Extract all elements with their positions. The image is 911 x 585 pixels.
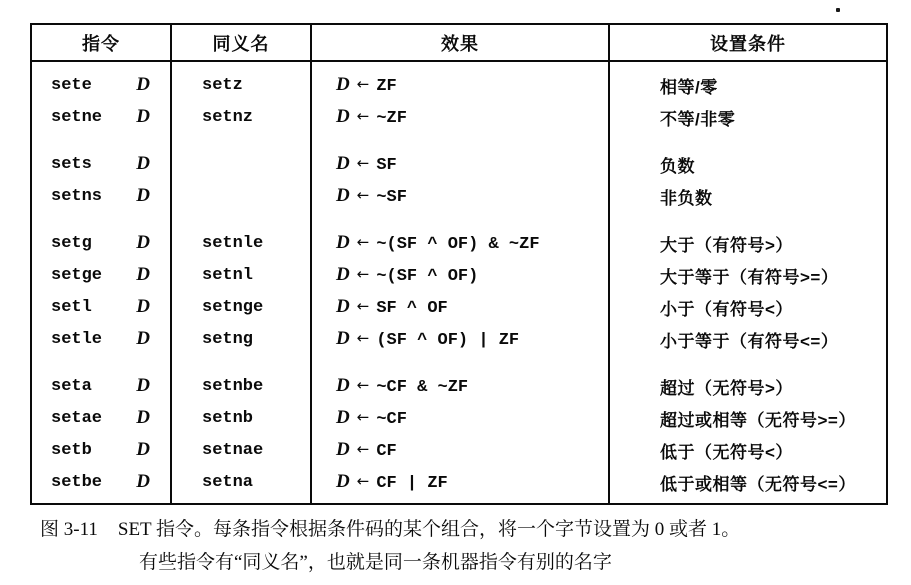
left-arrow-icon: ← bbox=[356, 154, 370, 172]
instruction-operand: D bbox=[136, 185, 150, 206]
instruction-cell bbox=[31, 148, 171, 180]
instruction-cell bbox=[31, 69, 171, 101]
effect-cell bbox=[311, 180, 609, 212]
synonym-cell bbox=[171, 69, 311, 101]
synonym-mnemonic: setz bbox=[202, 75, 243, 95]
synonym-mnemonic: setnz bbox=[202, 107, 254, 127]
effect-destination: D bbox=[336, 296, 350, 317]
figure-caption bbox=[40, 517, 880, 576]
group-spacer-row bbox=[31, 212, 887, 227]
table-row bbox=[31, 101, 887, 133]
effect-cell bbox=[311, 370, 609, 402]
effect-expression: (SF ^ OF) | ZF bbox=[376, 331, 520, 350]
condition-cell bbox=[609, 259, 887, 291]
left-arrow-icon: ← bbox=[356, 297, 370, 315]
instruction-mnemonic: setl bbox=[51, 297, 92, 317]
instruction-mnemonic: setns bbox=[51, 186, 103, 206]
condition-text: 相等/零 bbox=[660, 77, 718, 97]
effect-expression: CF | ZF bbox=[376, 474, 448, 493]
instruction-operand: D bbox=[136, 74, 150, 95]
instruction-mnemonic: sete bbox=[51, 75, 92, 95]
instruction-operand: D bbox=[136, 153, 150, 174]
effect-expression: ~(SF ^ OF) & ~ZF bbox=[376, 235, 540, 254]
condition-text: 低于或相等（无符号<=） bbox=[660, 474, 856, 494]
effect-destination: D bbox=[336, 153, 350, 174]
left-arrow-icon: ← bbox=[356, 472, 370, 490]
effect-cell bbox=[311, 402, 609, 434]
instruction-cell bbox=[31, 466, 171, 498]
effect-cell bbox=[311, 148, 609, 180]
synonym-cell bbox=[171, 180, 311, 212]
group-spacer-row bbox=[31, 133, 887, 148]
synonym-mnemonic: setnbe bbox=[202, 376, 264, 396]
left-arrow-icon: ← bbox=[356, 376, 370, 394]
effect-expression: ~SF bbox=[376, 188, 407, 207]
condition-cell bbox=[609, 291, 887, 323]
synonym-cell bbox=[171, 434, 311, 466]
instruction-operand: D bbox=[136, 328, 150, 349]
condition-text: 超过或相等（无符号>=） bbox=[660, 410, 856, 430]
condition-cell bbox=[609, 148, 887, 180]
instruction-cell bbox=[31, 180, 171, 212]
synonym-cell bbox=[171, 402, 311, 434]
left-arrow-icon: ← bbox=[356, 75, 370, 93]
condition-cell bbox=[609, 101, 887, 133]
instruction-cell bbox=[31, 434, 171, 466]
effect-expression: SF ^ OF bbox=[376, 299, 448, 318]
instruction-mnemonic: setb bbox=[51, 440, 92, 460]
effect-destination: D bbox=[336, 328, 350, 349]
group-spacer-row bbox=[31, 498, 887, 504]
instruction-mnemonic: setne bbox=[51, 107, 103, 127]
instruction-mnemonic: setae bbox=[51, 408, 103, 428]
condition-text: 小于（有符号<） bbox=[660, 299, 793, 319]
condition-text: 非负数 bbox=[660, 188, 713, 208]
synonym-mnemonic: setnle bbox=[202, 233, 264, 253]
effect-cell bbox=[311, 227, 609, 259]
caption-line-1 bbox=[40, 517, 880, 543]
effect-expression: ~(SF ^ OF) bbox=[376, 267, 479, 286]
instruction-operand: D bbox=[136, 439, 150, 460]
synonym-mnemonic: setna bbox=[202, 472, 254, 492]
left-arrow-icon: ← bbox=[356, 408, 370, 426]
instruction-operand: D bbox=[136, 375, 150, 396]
effect-destination: D bbox=[336, 74, 350, 95]
left-arrow-icon: ← bbox=[356, 186, 370, 204]
condition-cell bbox=[609, 323, 887, 355]
group-spacer-row bbox=[31, 61, 887, 69]
group-spacer-row bbox=[31, 355, 887, 370]
synonym-cell bbox=[171, 370, 311, 402]
effect-cell bbox=[311, 101, 609, 133]
condition-text: 小于等于（有符号<=） bbox=[660, 331, 839, 351]
instruction-mnemonic: setge bbox=[51, 265, 103, 285]
col-header-condition: 设置条件 bbox=[609, 24, 887, 61]
table-row bbox=[31, 227, 887, 259]
table-row bbox=[31, 180, 887, 212]
instruction-mnemonic: setle bbox=[51, 329, 103, 349]
table-row bbox=[31, 259, 887, 291]
synonym-cell bbox=[171, 323, 311, 355]
effect-destination: D bbox=[336, 232, 350, 253]
instruction-cell bbox=[31, 259, 171, 291]
synonym-cell bbox=[171, 466, 311, 498]
col-header-effect: 效果 bbox=[311, 24, 609, 61]
instruction-operand: D bbox=[136, 471, 150, 492]
effect-expression: ~CF bbox=[376, 410, 407, 429]
instruction-cell bbox=[31, 370, 171, 402]
instruction-cell bbox=[31, 101, 171, 133]
table-row bbox=[31, 323, 887, 355]
col-header-instruction: 指令 bbox=[31, 24, 171, 61]
effect-destination: D bbox=[336, 407, 350, 428]
table-row bbox=[31, 370, 887, 402]
table-row bbox=[31, 291, 887, 323]
condition-text: 低于（无符号<） bbox=[660, 442, 793, 462]
synonym-mnemonic: setnb bbox=[202, 408, 254, 428]
condition-text: 超过（无符号>） bbox=[660, 378, 793, 398]
table-row bbox=[31, 402, 887, 434]
condition-text: 不等/非零 bbox=[660, 109, 736, 129]
synonym-cell bbox=[171, 291, 311, 323]
condition-text: 大于等于（有符号>=） bbox=[660, 267, 839, 287]
condition-cell bbox=[609, 69, 887, 101]
caption-text-line2: 有些指令有“同义名”，也就是同一条机器指令有别的名字 bbox=[139, 552, 612, 573]
col-header-synonym: 同义名 bbox=[171, 24, 311, 61]
effect-destination: D bbox=[336, 439, 350, 460]
table-row bbox=[31, 434, 887, 466]
figure-number: 图 3-11 bbox=[40, 519, 98, 540]
effect-destination: D bbox=[336, 264, 350, 285]
instruction-mnemonic: sets bbox=[51, 154, 92, 174]
synonym-mnemonic: setnae bbox=[202, 440, 264, 460]
instruction-operand: D bbox=[136, 407, 150, 428]
effect-cell bbox=[311, 291, 609, 323]
synonym-mnemonic: setnl bbox=[202, 265, 254, 285]
effect-destination: D bbox=[336, 185, 350, 206]
instruction-cell bbox=[31, 323, 171, 355]
condition-cell bbox=[609, 402, 887, 434]
left-arrow-icon: ← bbox=[356, 440, 370, 458]
effect-expression: SF bbox=[376, 156, 397, 175]
effect-destination: D bbox=[336, 106, 350, 127]
instruction-cell bbox=[31, 291, 171, 323]
instruction-operand: D bbox=[136, 296, 150, 317]
effect-expression: ZF bbox=[376, 77, 397, 96]
table-row bbox=[31, 69, 887, 101]
table-row bbox=[31, 148, 887, 180]
instruction-mnemonic: setg bbox=[51, 233, 92, 253]
effect-destination: D bbox=[336, 471, 350, 492]
synonym-cell bbox=[171, 148, 311, 180]
effect-cell bbox=[311, 259, 609, 291]
instruction-cell bbox=[31, 227, 171, 259]
instruction-mnemonic: seta bbox=[51, 376, 92, 396]
instruction-operand: D bbox=[136, 232, 150, 253]
effect-cell bbox=[311, 466, 609, 498]
synonym-mnemonic: setnge bbox=[202, 297, 264, 317]
condition-cell bbox=[609, 227, 887, 259]
condition-cell bbox=[609, 180, 887, 212]
left-arrow-icon: ← bbox=[356, 107, 370, 125]
set-instructions-table bbox=[30, 23, 888, 505]
table-header-row bbox=[31, 24, 887, 61]
effect-expression: CF bbox=[376, 442, 397, 461]
effect-cell bbox=[311, 434, 609, 466]
caption-text-line1: SET 指令。每条指令根据条件码的某个组合，将一个字节设置为 0 或者 1。 bbox=[117, 519, 741, 540]
effect-expression: ~CF & ~ZF bbox=[376, 378, 469, 397]
effect-cell bbox=[311, 69, 609, 101]
instruction-operand: D bbox=[136, 264, 150, 285]
effect-destination: D bbox=[336, 375, 350, 396]
condition-cell bbox=[609, 434, 887, 466]
effect-expression: ~ZF bbox=[376, 109, 407, 128]
instruction-cell bbox=[31, 402, 171, 434]
condition-cell bbox=[609, 466, 887, 498]
condition-text: 负数 bbox=[660, 156, 695, 176]
instruction-mnemonic: setbe bbox=[51, 472, 103, 492]
synonym-cell bbox=[171, 227, 311, 259]
table-row bbox=[31, 466, 887, 498]
ink-speck bbox=[836, 8, 840, 12]
condition-cell bbox=[609, 370, 887, 402]
synonym-cell bbox=[171, 259, 311, 291]
effect-cell bbox=[311, 323, 609, 355]
condition-text: 大于（有符号>） bbox=[660, 235, 793, 255]
left-arrow-icon: ← bbox=[356, 233, 370, 251]
synonym-cell bbox=[171, 101, 311, 133]
synonym-mnemonic: setng bbox=[202, 329, 254, 349]
instruction-operand: D bbox=[136, 106, 150, 127]
left-arrow-icon: ← bbox=[356, 265, 370, 283]
left-arrow-icon: ← bbox=[356, 329, 370, 347]
